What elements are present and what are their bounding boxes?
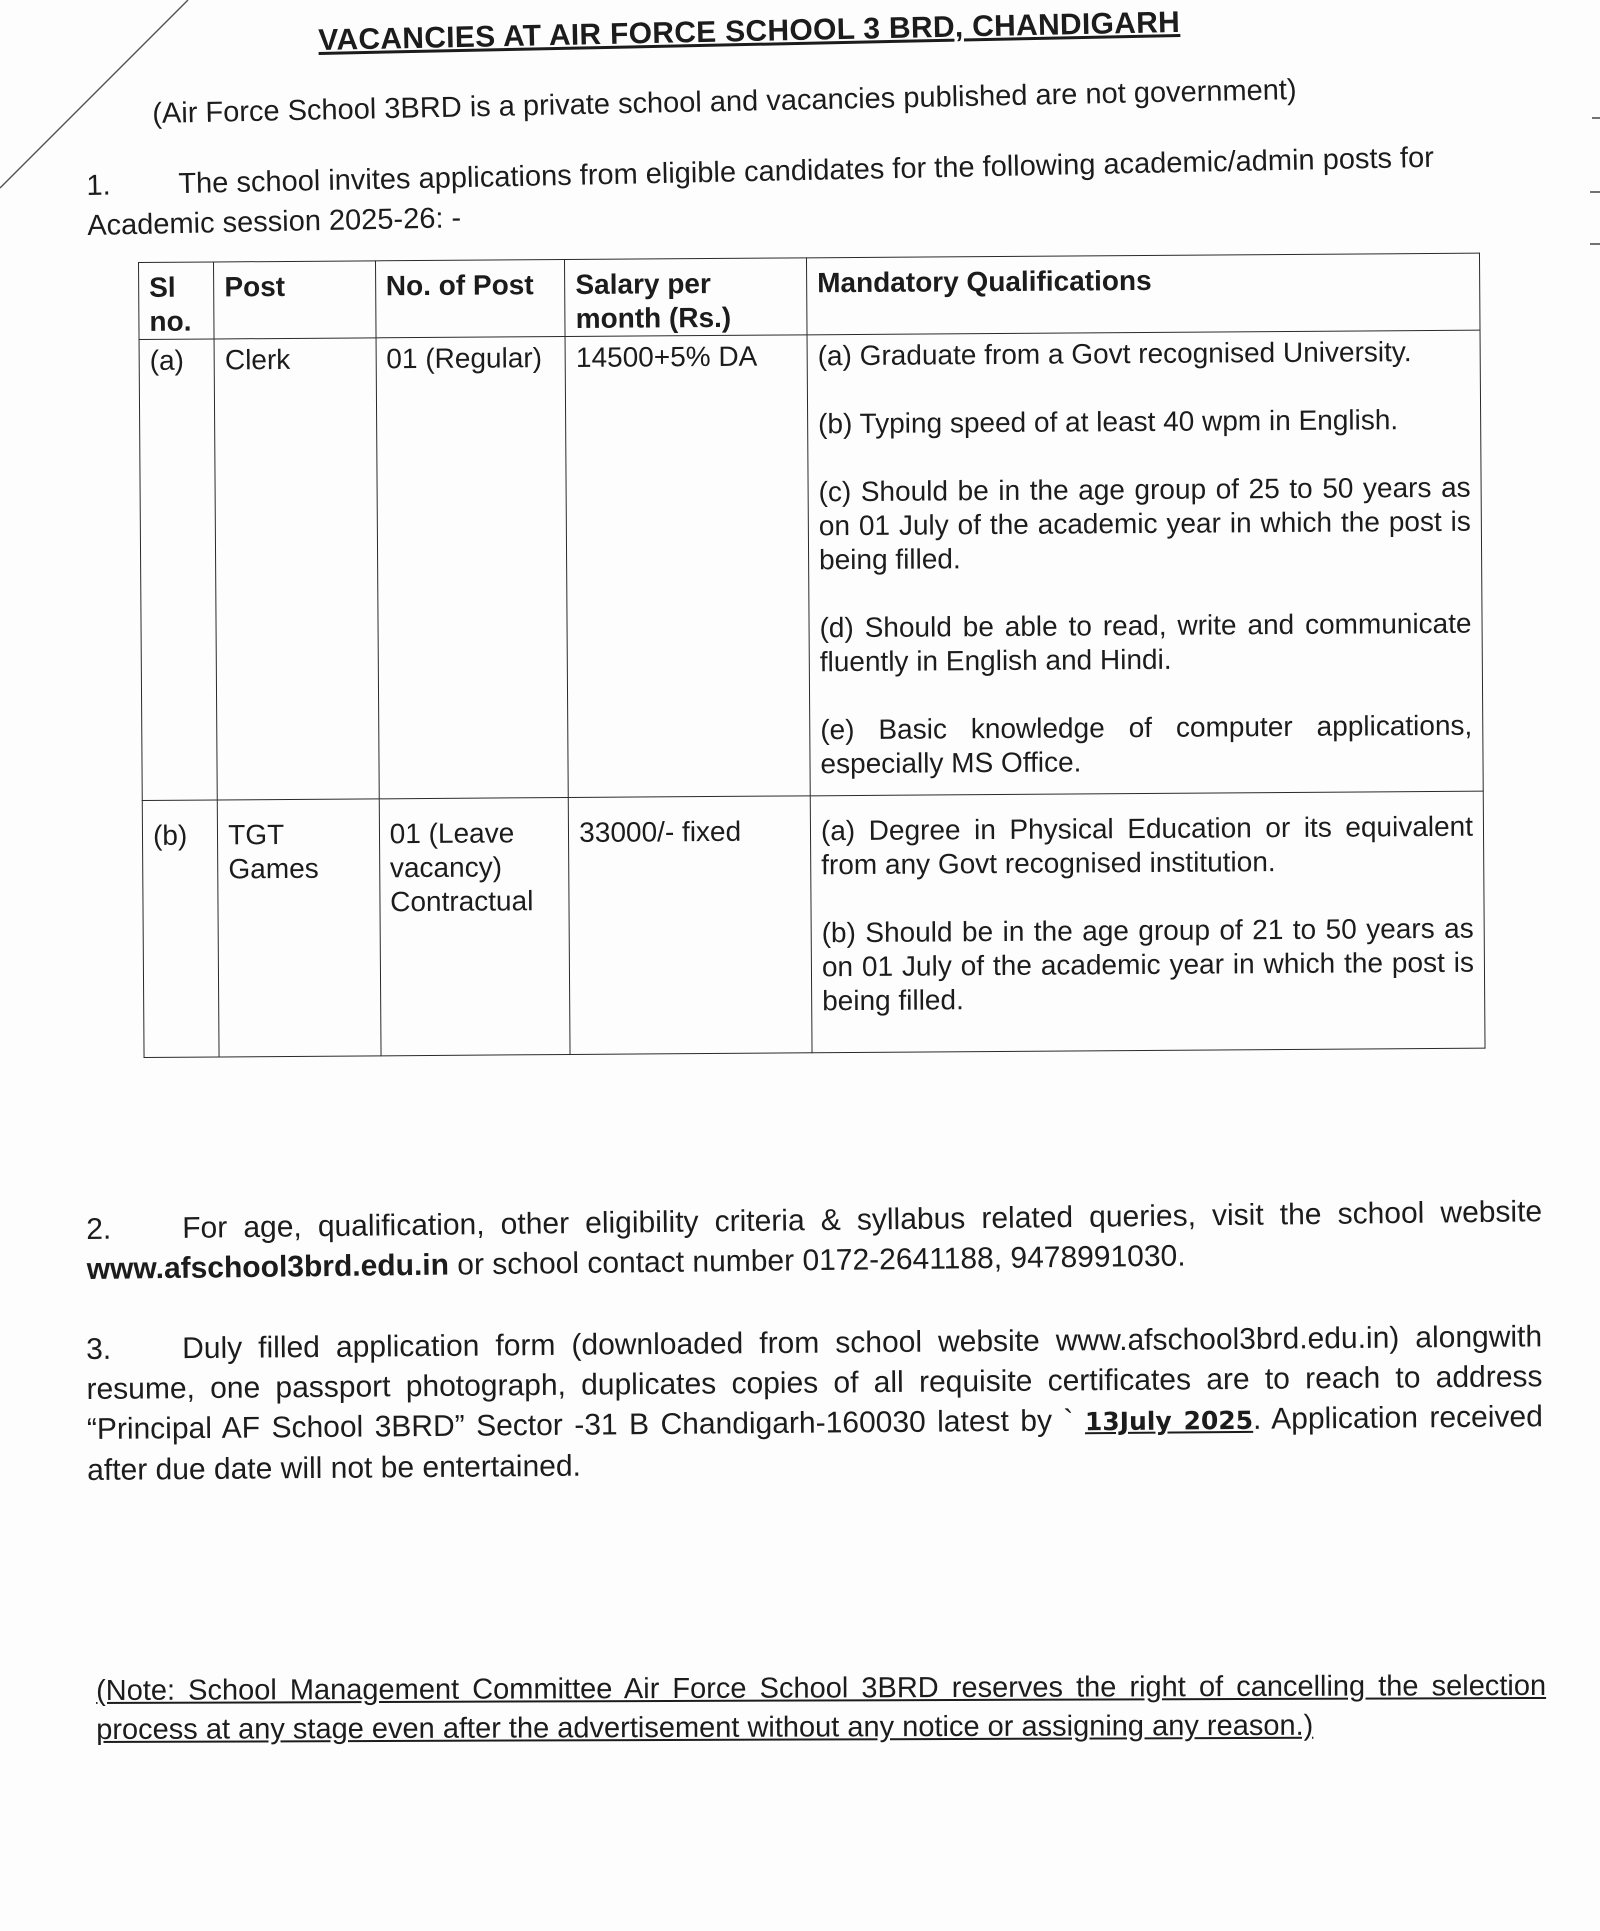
vacancy-table (138, 253, 1486, 1058)
header-no-of-post: No. of Post (375, 260, 565, 338)
paragraph-text-end: or school contact number 0172-2641188, 9478991030. (448, 1239, 1186, 1282)
cell-salary: 33000/- fixed (568, 796, 812, 1055)
cell-qualifications (807, 330, 1483, 796)
table-row (139, 330, 1483, 800)
paragraph-text-end: . Application received after due date will not be entertained. (87, 1400, 1543, 1487)
qualification-item: (b) Should be in the age group of 21 to 50 years as on 01 July of the academic year in which the post is being filled. (821, 912, 1475, 1017)
header-post: Post (214, 261, 376, 339)
qualification-item: (a) Graduate from a Govt recognised University. (817, 336, 1412, 372)
qualification-item: (d) Should be able to read, write and communicate fluently in English and Hindi. (819, 607, 1472, 678)
school-website-text: www.afschool3brd.edu.in (86, 1248, 450, 1286)
qualification-item: (a) Degree in Physical Education or its equivalent from any Govt recognised institution. (820, 810, 1474, 881)
table-header-row (139, 253, 1481, 339)
page-subtitle: (Air Force School 3BRD is a private school and vacancies published are not government) (152, 74, 1297, 130)
paragraph-text: Duly filled application form (downloaded from school website www.afschool3brd.edu.in) alongwith resume, one passport photograph, duplicates copies of all requisite certificates are to reach to address “Principal AF School 3BRD” Sector -31 B Chandigarh-160030 latest by ` (86, 1320, 1543, 1446)
vacancy-table-container (138, 253, 1486, 1058)
note-text: (Note: School Management Committee Air Force School 3BRD reserves the right of cancelling the selection process at any stage even after the advertisement without any notice or assigning any reason.) (96, 1669, 1547, 1746)
header-sl-no: Sl no. (139, 262, 215, 340)
paragraph-number: 1. (86, 169, 111, 202)
page-title: VACANCIES AT AIR FORCE SCHOOL 3 BRD, CHANDIGARH (318, 5, 1181, 57)
paragraph-text: For age, qualification, other eligibility criteria & syllabus related queries, visit the school website (182, 1195, 1543, 1245)
cell-qualifications (810, 791, 1485, 1053)
header-qualifications: Mandatory Qualifications (806, 253, 1480, 335)
header-salary: Salary per month (Rs.) (565, 258, 807, 337)
paragraph-number: 3. (86, 1332, 112, 1366)
paragraph-1 (86, 138, 1447, 246)
paragraph-text: The school invites applications from eligible candidates for the following academic/admin posts for Academic session 2025-26: - (86, 141, 1435, 242)
cell-post: TGT Games (217, 799, 380, 1057)
paragraph-2 (86, 1192, 1543, 1290)
cell-sl-no: (b) (142, 800, 219, 1058)
qualification-item: (c) Should be in the age group of 25 to 50 years as on 01 July of the academic year in which the post is being filled. (818, 471, 1471, 576)
paragraph-3 (86, 1317, 1543, 1491)
cell-no-of-post: 01 (Regular) (376, 337, 569, 799)
table-row (142, 791, 1485, 1057)
qualification-item: (e) Basic knowledge of computer applications, especially MS Office. (820, 709, 1473, 780)
paragraph-number: 2. (86, 1212, 112, 1246)
cell-sl-no: (a) (139, 339, 217, 801)
cell-no-of-post: 01 (Leave vacancy) Contractual (379, 798, 570, 1056)
edge-marks (1584, 0, 1600, 260)
due-date: 13July 2025 (1084, 1405, 1254, 1437)
cell-salary: 14500+5% DA (565, 335, 810, 798)
qualification-item: (b) Typing speed of at least 40 wpm in English. (818, 404, 1399, 440)
cell-post: Clerk (214, 338, 379, 800)
